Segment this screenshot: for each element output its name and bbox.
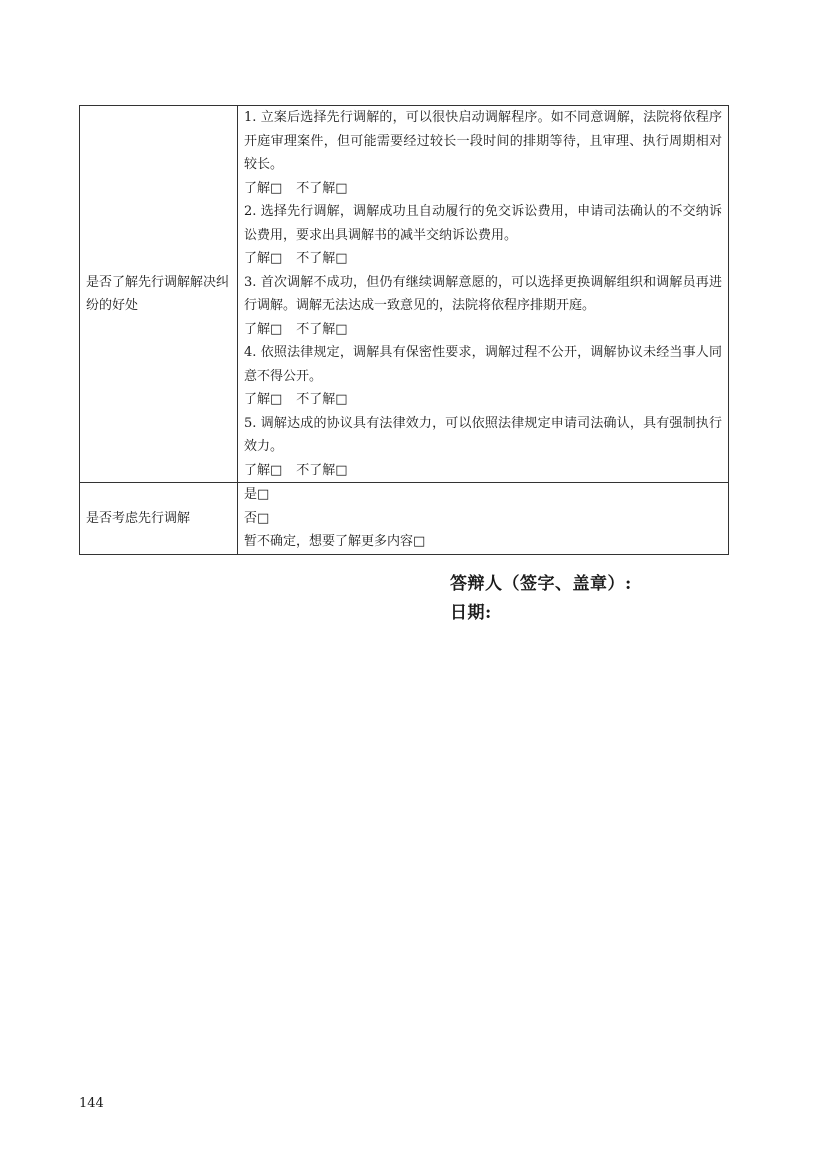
- table-row: [80, 106, 729, 483]
- date-label: 日期:: [450, 603, 492, 623]
- benefit-options-5: [244, 459, 722, 483]
- benefit-text-4: 4. 依照法律规定，调解具有保密性要求，调解过程不公开，调解协议未经当事人同意不得公开。: [244, 345, 722, 384]
- option-yes[interactable]: 是□: [244, 487, 270, 502]
- benefit-text-3: 3. 首次调解不成功，但仍有继续调解意愿的，可以选择更换调解组织和调解员再进行调解。调解无法达成一致意见的，法院将依程序排期开庭。: [244, 274, 722, 313]
- benefit-text-5: 5. 调解达成的协议具有法律效力，可以依照法律规定申请司法确认，具有强制执行效力。: [244, 415, 722, 454]
- option-not-understand[interactable]: 不了解□: [296, 321, 348, 337]
- signer-label: 答辩人（签字、盖章）:: [450, 574, 632, 594]
- option-not-understand[interactable]: 不了解□: [296, 251, 348, 266]
- signature-block: [450, 570, 632, 628]
- option-understand[interactable]: 了解□: [244, 251, 283, 266]
- benefit-text-1: 1. 立案后选择先行调解的，可以很快启动调解程序。如不同意调解，法院将依程序开庭审理案件，但可能需要经过较长一段时间的排期等待，且审理、执行周期相对较长。: [244, 110, 722, 172]
- option-not-understand[interactable]: 不了解□: [296, 180, 348, 196]
- option-not-understand[interactable]: 不了解□: [296, 462, 348, 478]
- option-unsure[interactable]: 暂不确定，想要了解更多内容□: [244, 534, 426, 549]
- benefit-text-2: 2. 选择先行调解，调解成功且自动履行的免交诉讼费用，申请司法确认的不交纳诉讼费用，要求出具调解书的减半交纳诉讼费用。: [244, 204, 722, 243]
- page-number: 144: [79, 1096, 104, 1111]
- option-understand[interactable]: 了解□: [244, 180, 283, 196]
- option-understand[interactable]: 了解□: [244, 392, 283, 407]
- option-not-understand[interactable]: 不了解□: [296, 392, 348, 407]
- row-label-consider: 是否考虑先行调解: [80, 483, 238, 555]
- table-row: [80, 483, 729, 555]
- row-label-benefits: 是否了解先行调解解决纠纷的好处: [80, 106, 238, 483]
- option-understand[interactable]: 了解□: [244, 462, 283, 478]
- benefit-options-1: [244, 177, 722, 201]
- benefit-options-4: [244, 388, 722, 412]
- consider-content: [238, 483, 729, 555]
- benefit-options-2: [244, 247, 722, 271]
- benefits-content: [238, 106, 729, 483]
- mediation-form-table: [79, 105, 729, 555]
- option-no[interactable]: 否□: [244, 510, 270, 526]
- option-understand[interactable]: 了解□: [244, 321, 283, 337]
- benefit-options-3: [244, 318, 722, 342]
